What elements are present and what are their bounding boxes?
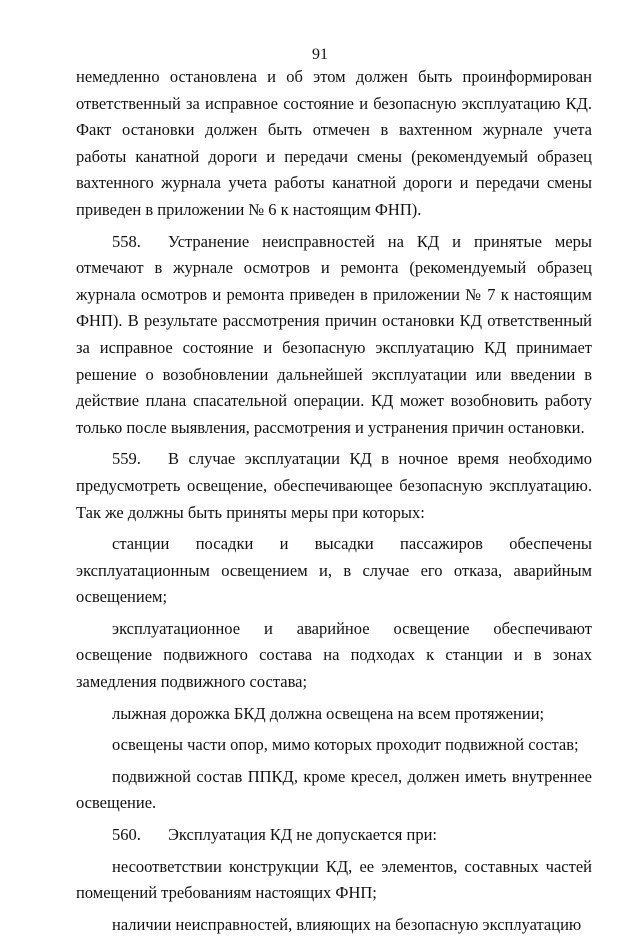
list-item: несоответствии конструкции КД, ее элементов, составных частей помещений требованиям настоящих ФНП; [76, 856, 592, 903]
list-item: наличии неисправностей, влияющих на безопасную эксплуатацию [112, 914, 582, 934]
clause-number: 558. [112, 231, 141, 251]
paragraph-559: 559. В случае эксплуатации КД в ночное время необходимо предусмотреть освещение, обеспечивающее безопасную эксплуатацию. Так же должны быть приняты меры при которых: [76, 446, 592, 526]
document-body [76, 64, 592, 938]
list-item: подвижной состав ППКД, кроме кресел, должен иметь внутреннее освещение. [76, 766, 592, 813]
page-number: 91 [312, 46, 328, 63]
paragraph-558: 558. Устранение неисправностей на КД и принятые меры отмечают в журнале осмотров и ремонта (рекомендуемый образец журнала осмотров и ремонта приведен в приложении № 7 к настоящим ФНП). В результате рассмотрения причин остановки КД ответственный за исправное состояние и безопасную эксплуатацию КД принимает решение о возобновлении дальнейшей эксплуатации или введении в действие плана спасательной операции. КД может возобновить работу только после выявления, рассмотрения и устранения причин остановки. [76, 229, 592, 442]
list-item: станции посадки и высадки пассажиров обеспечены эксплуатационным освещением и, в случае его отказа, аварийным освещением; [76, 534, 592, 607]
clause-number: 560. [112, 825, 141, 845]
list-item: освещены части опор, мимо которых проходит подвижной состав; [112, 735, 579, 755]
list-item: эксплуатационное и аварийное освещение обеспечивают освещение подвижного состава на подходах к станции и в зонах замедления подвижного состава; [76, 618, 592, 692]
clause-number: 559. [112, 449, 141, 469]
paragraph-continued: немедленно остановлена и об этом должен быть проинформирован ответственный за исправное состояние и безопасную эксплуатацию КД. Факт остановки должен быть отмечен в вахтенном журнале учета работы канатной дороги и передачи смены (рекомендуемый образец вахтенного журнала учета работы канатной дороги и передачи смены приведен в приложении № 6 к настоящим ФНП). [76, 67, 592, 219]
paragraph-560: 560. Эксплуатация КД не допускается при: [76, 822, 592, 849]
list-item: лыжная дорожка БКД должна освещена на всем протяжении; [112, 703, 545, 723]
